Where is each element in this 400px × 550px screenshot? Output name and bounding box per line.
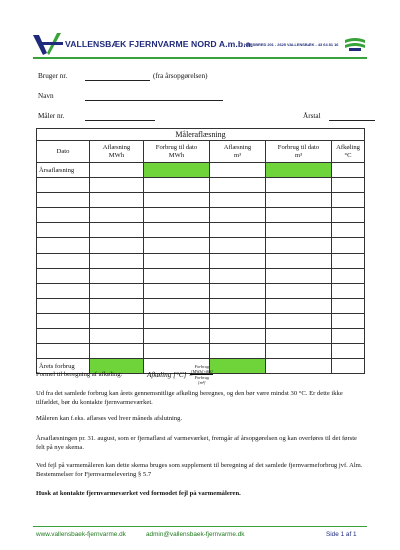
annual-reading-row — [37, 163, 365, 178]
table-cell[interactable] — [210, 253, 266, 268]
table-cell[interactable] — [37, 238, 90, 253]
table-cell[interactable] — [90, 313, 144, 328]
table-cell[interactable] — [266, 193, 332, 208]
table-row — [37, 283, 365, 298]
table-cell[interactable] — [37, 283, 90, 298]
table-cell[interactable] — [332, 208, 365, 223]
table-cell[interactable] — [90, 223, 144, 238]
table-cell[interactable] — [37, 329, 90, 344]
table-cell[interactable] — [210, 178, 266, 193]
footer-page-number: Side 1 af 1 — [326, 531, 357, 538]
table-cell[interactable] — [266, 283, 332, 298]
table-cell[interactable] — [90, 193, 144, 208]
table-cell[interactable] — [210, 268, 266, 283]
table-cell[interactable] — [210, 313, 266, 328]
table-cell[interactable] — [144, 208, 210, 223]
formula-intro: Formel til beregning af afkøling: — [36, 371, 123, 378]
table-cell[interactable] — [332, 193, 365, 208]
row-label: Årsaflæsning — [37, 163, 90, 178]
company-logo-icon — [33, 33, 63, 57]
column-header-unit: m³ — [294, 151, 303, 159]
table-cell[interactable] — [90, 238, 144, 253]
year-field[interactable] — [329, 120, 375, 121]
column-header-label: Aflæsning — [223, 143, 252, 151]
table-cell[interactable] — [266, 268, 332, 283]
table-row — [37, 344, 365, 359]
table-cell[interactable] — [210, 329, 266, 344]
table-row — [37, 253, 365, 268]
table-row — [37, 298, 365, 313]
table-cell[interactable] — [210, 283, 266, 298]
table-cell[interactable] — [37, 313, 90, 328]
year-label: Årstal — [303, 112, 321, 120]
table-cell[interactable] — [332, 329, 365, 344]
footer-divider — [33, 526, 367, 527]
table-cell[interactable] — [37, 268, 90, 283]
table-cell[interactable] — [144, 253, 210, 268]
table-cell[interactable] — [37, 344, 90, 359]
footer-email-link[interactable]: admin@vallensbaek-fjernvarme.dk — [146, 531, 245, 538]
table-cell[interactable] — [144, 238, 210, 253]
table-cell[interactable] — [210, 193, 266, 208]
table-cell[interactable] — [266, 208, 332, 223]
table-cell[interactable] — [266, 178, 332, 193]
table-cell[interactable] — [144, 283, 210, 298]
table-cell[interactable] — [37, 253, 90, 268]
table-cell[interactable] — [37, 193, 90, 208]
paragraph-annual-reading: Årsaflæsningen pr. 31. august, som er fjernaflæst af varmeværket, fremgår af årsopgørelsen og kan overføres til det første felt på nye skema. — [36, 435, 357, 451]
row-label: Årets forbrug — [37, 359, 90, 374]
table-cell[interactable] — [266, 344, 332, 359]
footer-website-link[interactable]: www.vallensbaek-fjernvarme.dk — [36, 531, 126, 538]
table-cell[interactable] — [266, 223, 332, 238]
table-cell[interactable] — [90, 163, 144, 178]
table-title: Måleraflæsning — [37, 129, 365, 141]
table-cell[interactable] — [266, 329, 332, 344]
meter-number-field[interactable] — [85, 120, 155, 121]
table-cell[interactable] — [90, 344, 144, 359]
table-row — [37, 238, 365, 253]
table-cell[interactable] — [90, 178, 144, 193]
table-cell[interactable] — [210, 238, 266, 253]
table-cell[interactable] — [144, 313, 210, 328]
table-cell[interactable] — [332, 283, 365, 298]
member-number-note: (fra årsopgørelsen) — [153, 72, 208, 80]
table-cell[interactable] — [90, 298, 144, 313]
table-cell[interactable] — [332, 163, 365, 178]
table-cell[interactable] — [144, 223, 210, 238]
formula-numerator: Forbrug [MWh]×860 — [191, 364, 213, 374]
column-header — [210, 141, 266, 163]
name-field[interactable] — [85, 100, 223, 101]
table-cell[interactable] — [266, 253, 332, 268]
name-label: Navn — [38, 92, 54, 100]
emblem-icon — [343, 36, 367, 52]
table-cell[interactable] — [266, 238, 332, 253]
table-cell[interactable] — [332, 313, 365, 328]
table-cell[interactable] — [90, 283, 144, 298]
table-cell[interactable] — [332, 178, 365, 193]
member-number-field[interactable] — [85, 80, 150, 81]
table-cell[interactable] — [210, 344, 266, 359]
header-divider — [33, 57, 367, 59]
column-header-label: Afkøling — [336, 143, 360, 151]
column-header — [37, 141, 90, 163]
meter-number-label: Måler nr. — [38, 112, 65, 120]
paragraph-reading-interval: Måleren kan f.eks. aflæses ved hver måneds afslutning. — [36, 415, 183, 422]
letterhead — [33, 33, 367, 57]
table-cell[interactable] — [144, 329, 210, 344]
table-cell[interactable] — [266, 359, 332, 374]
table-row — [37, 208, 365, 223]
table-cell[interactable] — [332, 238, 365, 253]
column-header-label: Aflæsning — [102, 143, 131, 151]
table-cell[interactable] — [266, 298, 332, 313]
column-header-unit: MWh — [108, 151, 125, 159]
member-number-label: Bruger nr. — [38, 72, 68, 80]
table-cell[interactable] — [37, 298, 90, 313]
table-cell[interactable] — [90, 208, 144, 223]
table-cell[interactable] — [210, 298, 266, 313]
column-header — [266, 141, 332, 163]
table-cell[interactable] — [332, 298, 365, 313]
table-cell[interactable] — [332, 223, 365, 238]
formula-denominator: Forbrug [m³] — [194, 375, 209, 385]
table-cell[interactable] — [210, 359, 266, 374]
table-row — [37, 223, 365, 238]
paragraph-meter-fault: Ved fejl på varmemåleren kan dette skema bruges som supplement til beregning af det samlede fjernvarmeforbrug jvf. Alm. Bestemmelser for Fjernvarmelevering § 5.7 — [36, 462, 363, 478]
table-cell[interactable] — [144, 298, 210, 313]
table-cell[interactable] — [37, 178, 90, 193]
column-header-unit: MWh — [168, 151, 185, 159]
table-cell[interactable] — [37, 223, 90, 238]
formula-lhs: Afkøling [°C] = — [147, 371, 194, 379]
table-row — [37, 329, 365, 344]
table-cell[interactable] — [144, 344, 210, 359]
meter-reading-table — [36, 128, 365, 374]
column-header-label: Forbrug til dato — [277, 143, 320, 151]
table-cell[interactable] — [332, 344, 365, 359]
table-cell[interactable] — [90, 329, 144, 344]
column-header — [90, 141, 144, 163]
paragraph-contact: Husk at kontakte fjernvarmeværket ved formodet fejl på varmemåleren. — [36, 490, 241, 497]
column-header-label: Dato — [56, 147, 70, 155]
column-header-label: Forbrug til dato — [155, 143, 198, 151]
table-cell[interactable] — [144, 268, 210, 283]
table-cell[interactable] — [37, 208, 90, 223]
formula-fraction — [190, 364, 213, 385]
table-row — [37, 178, 365, 193]
company-address: HORSBRED 201 - 2625 VALLENSBÆK - 43 64 81 16 — [244, 42, 339, 47]
company-name: VALLENSBÆK FJERNVARME NORD A.m.b.a. — [65, 39, 254, 49]
table-row — [37, 193, 365, 208]
column-header — [144, 141, 210, 163]
table-cell[interactable] — [144, 193, 210, 208]
table-cell[interactable] — [144, 178, 210, 193]
table-cell[interactable] — [210, 163, 266, 178]
table-cell[interactable] — [332, 253, 365, 268]
column-header-unit: °C — [344, 151, 352, 159]
paragraph-cooling: Ud fra det samlede forbrug kan årets gennemsnitlige afkøling beregnes, og den bør være mindst 30 °C. Er dette ikke tilfældet, bør du kontakte fjernvarmeværket. — [36, 390, 343, 406]
table-cell[interactable] — [332, 359, 365, 374]
table-cell[interactable] — [266, 313, 332, 328]
table-cell[interactable] — [90, 253, 144, 268]
table-cell[interactable] — [210, 208, 266, 223]
column-header — [332, 141, 365, 163]
table-row — [37, 268, 365, 283]
table-cell[interactable] — [332, 268, 365, 283]
table-cell[interactable] — [90, 268, 144, 283]
table-row — [37, 313, 365, 328]
table-cell[interactable] — [266, 163, 332, 178]
table-cell[interactable] — [210, 223, 266, 238]
table-cell[interactable] — [144, 163, 210, 178]
column-header-unit: m³ — [233, 151, 242, 159]
